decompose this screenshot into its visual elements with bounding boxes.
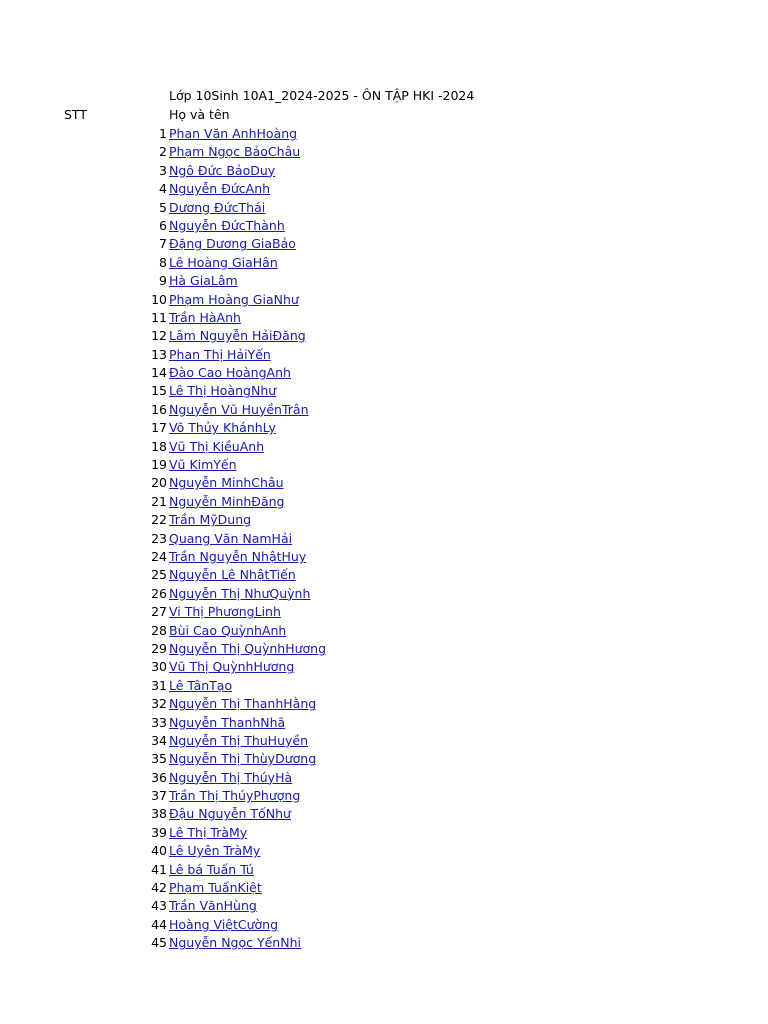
row-number: 45: [151, 935, 167, 951]
table-row: [0, 327, 768, 345]
table-row: [0, 879, 768, 897]
student-name-link[interactable]: Vũ Thị KiềuAnh: [169, 438, 265, 454]
row-number: 3: [159, 162, 167, 178]
row-number: 15: [151, 383, 167, 399]
table-row: [0, 787, 768, 805]
table-row: [0, 530, 768, 548]
table-row: [0, 695, 768, 713]
column-header-name: Họ và tên: [169, 107, 230, 122]
row-number: 21: [151, 493, 167, 509]
student-name-link[interactable]: Trần VănHùng: [169, 898, 257, 914]
table-row: [0, 309, 768, 327]
student-list: [0, 125, 768, 953]
student-name-link[interactable]: Hà GiaLâm: [169, 273, 238, 289]
table-row: [0, 732, 768, 750]
row-number: 43: [151, 898, 167, 914]
row-number: 38: [151, 806, 167, 822]
table-row: [0, 511, 768, 529]
student-name-link[interactable]: Nguyễn Ngọc YếnNhi: [169, 935, 301, 951]
row-number: 37: [151, 788, 167, 804]
row-number: 6: [159, 217, 167, 233]
student-name-link[interactable]: Đào Cao HoàngAnh: [169, 365, 291, 381]
table-row: [0, 291, 768, 309]
student-name-link[interactable]: Trần HàAnh: [169, 309, 241, 325]
student-name-link[interactable]: Vũ KimYến: [169, 457, 237, 473]
table-row: [0, 474, 768, 492]
row-number: 44: [151, 916, 167, 932]
row-number: 41: [151, 861, 167, 877]
row-number: 19: [151, 457, 167, 473]
table-row: [0, 714, 768, 732]
table-row: [0, 364, 768, 382]
student-name-link[interactable]: Nguyễn MinhChâu: [169, 475, 284, 491]
row-number: 34: [151, 732, 167, 748]
student-name-link[interactable]: Lê Thị HoàngNhư: [169, 383, 277, 399]
student-name-link[interactable]: Lê Thị TràMy: [169, 824, 248, 840]
student-name-link[interactable]: Vũ Thị QuỳnhHương: [169, 659, 295, 675]
table-row: [0, 254, 768, 272]
row-number: 9: [159, 273, 167, 289]
table-row: [0, 401, 768, 419]
table-row: [0, 897, 768, 915]
row-number: 42: [151, 880, 167, 896]
table-row: [0, 162, 768, 180]
table-row: [0, 125, 768, 143]
table-row: [0, 603, 768, 621]
row-number: 36: [151, 769, 167, 785]
table-row: [0, 861, 768, 879]
student-name-link[interactable]: Đặng Dương GiaBảo: [169, 236, 296, 252]
row-number: 25: [151, 567, 167, 583]
table-row: [0, 640, 768, 658]
row-number: 18: [151, 438, 167, 454]
row-number: 7: [159, 236, 167, 252]
row-number: 33: [151, 714, 167, 730]
row-number: 10: [151, 291, 167, 307]
student-name-link[interactable]: Nguyễn Thị ThuHuyền: [169, 732, 309, 748]
student-name-link[interactable]: Lê Hoàng GiaHân: [169, 254, 278, 270]
table-row: [0, 456, 768, 474]
row-number: 23: [151, 530, 167, 546]
row-number: 1: [159, 126, 167, 141]
student-name-link[interactable]: Nguyễn ĐứcAnh: [169, 181, 271, 197]
student-name-link[interactable]: Bùi Cao QuỳnhAnh: [169, 622, 287, 638]
table-row: [0, 824, 768, 842]
student-name-link[interactable]: Nguyễn ĐứcThành: [169, 217, 285, 233]
table-row: [0, 805, 768, 823]
student-name-link[interactable]: Lê bá Tuấn Tú: [169, 861, 254, 877]
student-name-link[interactable]: Nguyễn Thị ThùyDương: [169, 751, 317, 767]
student-name-link[interactable]: Phạm Hoàng GiaNhư: [169, 291, 299, 307]
table-row: [0, 842, 768, 860]
student-name-link[interactable]: Đậu Nguyễn TốNhư: [169, 806, 291, 822]
row-number: 26: [151, 585, 167, 601]
table-row: [0, 548, 768, 566]
student-name-link[interactable]: Nguyễn Thị NhưQuỳnh: [169, 585, 311, 601]
table-row: [0, 916, 768, 934]
student-name-link[interactable]: Dương ĐứcThái: [169, 199, 266, 215]
student-name-link[interactable]: Nguyễn Thị QuỳnhHương: [169, 640, 327, 656]
student-name-link[interactable]: Trần Thị ThúyPhượng: [169, 788, 301, 804]
column-header-stt: STT: [64, 107, 87, 122]
student-name-link[interactable]: Trần MỹDung: [169, 512, 252, 528]
table-row: [0, 658, 768, 676]
student-name-link[interactable]: Phan Thị HảiYến: [169, 346, 271, 362]
row-number: 39: [151, 824, 167, 840]
student-name-link[interactable]: Nguyễn Vũ HuyềnTrân: [169, 401, 309, 417]
row-number: 29: [151, 640, 167, 656]
table-row: [0, 750, 768, 768]
student-name-link[interactable]: Trần Nguyễn NhậtHuy: [169, 548, 307, 564]
student-name-link[interactable]: Nguyễn Thị ThanhHằng: [169, 696, 317, 712]
row-number: 5: [159, 199, 167, 215]
student-name-link[interactable]: Quang Văn NamHải: [169, 530, 293, 546]
student-name-link[interactable]: Vi Thị PhươngLinh: [169, 604, 281, 620]
row-number: 31: [151, 677, 167, 693]
student-name-link[interactable]: Phạm TuấnKiệt: [169, 880, 262, 896]
student-name-link[interactable]: Lâm Nguyễn HảiĐăng: [169, 328, 306, 344]
row-number: 22: [151, 512, 167, 528]
row-number: 16: [151, 401, 167, 417]
row-number: 12: [151, 328, 167, 344]
row-number: 35: [151, 751, 167, 767]
student-name-link[interactable]: Nguyễn ThanhNhã: [169, 714, 286, 730]
table-row: [0, 769, 768, 787]
table-row: [0, 217, 768, 235]
student-name-link[interactable]: Ngô Đức BảoDuy: [169, 162, 276, 178]
table-row: [0, 199, 768, 217]
row-number: 27: [151, 604, 167, 620]
student-name-link[interactable]: Phan Văn AnhHoàng: [169, 126, 298, 141]
table-row: [0, 346, 768, 364]
student-name-link[interactable]: Võ Thủy KhánhLy: [169, 420, 276, 436]
table-row: [0, 493, 768, 511]
student-name-link[interactable]: Phạm Ngọc BảoChâu: [169, 144, 301, 160]
row-number: 2: [159, 144, 167, 160]
table-row: [0, 585, 768, 603]
table-row: [0, 438, 768, 456]
student-name-link[interactable]: Nguyễn Lê NhậtTiến: [169, 567, 296, 583]
student-name-link[interactable]: Lê Uyên TràMy: [169, 843, 261, 859]
table-row: [0, 622, 768, 640]
row-number: 30: [151, 659, 167, 675]
row-number: 32: [151, 696, 167, 712]
row-number: 8: [159, 254, 167, 270]
table-row: [0, 566, 768, 584]
row-number: 20: [151, 475, 167, 491]
row-number: 28: [151, 622, 167, 638]
row-number: 4: [159, 181, 167, 197]
row-number: 40: [151, 843, 167, 859]
student-name-link[interactable]: Nguyễn MinhĐăng: [169, 493, 285, 509]
student-name-link[interactable]: Lê TânTạo: [169, 677, 233, 693]
sheet-title: Lớp 10Sinh 10A1_2024-2025 - ÔN TẬP HKI -2024: [169, 88, 475, 103]
table-row: [0, 419, 768, 437]
table-row: [0, 180, 768, 198]
table-row: [0, 272, 768, 290]
table-row: [0, 143, 768, 161]
table-row: [0, 677, 768, 695]
table-row: [0, 235, 768, 253]
student-name-link[interactable]: Nguyễn Thị ThúyHà: [169, 769, 293, 785]
table-row: [0, 934, 768, 952]
table-row: [0, 382, 768, 400]
row-number: 24: [151, 548, 167, 564]
row-number: 13: [151, 346, 167, 362]
row-number: 11: [151, 309, 167, 325]
row-number: 14: [151, 365, 167, 381]
student-name-link[interactable]: Hoàng ViệtCường: [169, 916, 279, 932]
row-number: 17: [151, 420, 167, 436]
